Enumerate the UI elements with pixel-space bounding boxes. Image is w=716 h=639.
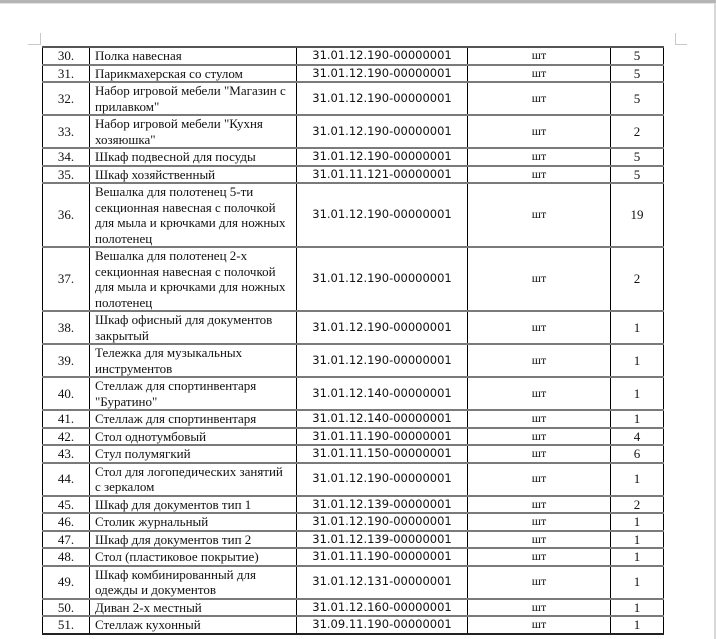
okpd-code-cell: 31.01.12.139-00000001	[297, 531, 468, 549]
row-number-cell: 33.	[43, 115, 90, 148]
unit-cell: шт	[468, 377, 611, 410]
quantity-cell: 1	[611, 566, 664, 599]
item-name-cell: Диван 2-х местный	[90, 599, 297, 617]
row-number-cell: 45.	[43, 496, 90, 514]
unit-cell: шт	[468, 531, 611, 549]
item-name-cell: Шкаф хозяйственный	[90, 166, 297, 184]
okpd-code-cell: 31.01.12.190-00000001	[297, 463, 468, 496]
table-row	[43, 548, 664, 566]
row-number-cell: 34.	[43, 148, 90, 166]
quantity-cell: 5	[611, 65, 664, 83]
unit-cell: шт	[468, 247, 611, 311]
unit-cell: шт	[468, 183, 611, 247]
row-number-cell: 50.	[43, 599, 90, 617]
unit-cell: шт	[468, 166, 611, 184]
row-number-cell: 46.	[43, 513, 90, 531]
okpd-code-cell: 31.01.12.131-00000001	[297, 566, 468, 599]
table-row	[43, 166, 664, 184]
crop-mark-top-left	[40, 33, 41, 45]
item-name-cell: Шкаф подвесной для посуды	[90, 148, 297, 166]
quantity-cell: 5	[611, 82, 664, 115]
okpd-code-cell: 31.01.11.121-00000001	[297, 166, 468, 184]
item-name-cell: Парикмахерская со стулом	[90, 65, 297, 83]
table-row	[43, 247, 664, 311]
unit-cell: шт	[468, 513, 611, 531]
table-row	[43, 445, 664, 463]
table-row	[43, 599, 664, 617]
item-name-cell: Стул полумягкий	[90, 445, 297, 463]
crop-mark-top-right-h	[675, 44, 687, 45]
unit-cell: шт	[468, 496, 611, 514]
item-name-cell: Стеллаж для спортинвентаря "Буратино"	[90, 377, 297, 410]
row-number-cell: 37.	[43, 247, 90, 311]
item-name-cell: Шкаф комбинированный для одежды и документов	[90, 566, 297, 599]
table-row	[43, 115, 664, 148]
unit-cell: шт	[468, 65, 611, 83]
row-number-cell: 40.	[43, 377, 90, 410]
unit-cell: шт	[468, 616, 611, 634]
quantity-cell: 5	[611, 47, 664, 65]
quantity-cell: 1	[611, 463, 664, 496]
item-name-cell: Шкаф офисный для документов закрытый	[90, 311, 297, 344]
unit-cell: шт	[468, 463, 611, 496]
okpd-code-cell: 31.01.12.139-00000001	[297, 496, 468, 514]
okpd-code-cell: 31.01.12.190-00000001	[297, 148, 468, 166]
okpd-code-cell: 31.09.11.190-00000001	[297, 616, 468, 634]
item-name-cell: Шкаф для документов тип 2	[90, 531, 297, 549]
quantity-cell: 1	[611, 531, 664, 549]
quantity-cell: 2	[611, 115, 664, 148]
row-number-cell: 49.	[43, 566, 90, 599]
table-row	[43, 531, 664, 549]
crop-mark-top-left-h	[28, 44, 40, 45]
quantity-cell: 6	[611, 445, 664, 463]
okpd-code-cell: 31.01.12.140-00000001	[297, 377, 468, 410]
quantity-cell: 19	[611, 183, 664, 247]
item-name-cell: Вешалка для полотенец 5-ти секционная навесная с полочкой для мыла и крючками для ножных полотенец	[90, 183, 297, 247]
row-number-cell: 38.	[43, 311, 90, 344]
item-name-cell: Полка навесная	[90, 47, 297, 65]
unit-cell: шт	[468, 115, 611, 148]
row-number-cell: 51.	[43, 616, 90, 634]
item-name-cell: Стеллаж для спортинвентаря	[90, 410, 297, 428]
row-number-cell: 47.	[43, 531, 90, 549]
row-number-cell: 48.	[43, 548, 90, 566]
table-row	[43, 344, 664, 377]
table-row	[43, 496, 664, 514]
table-row	[43, 148, 664, 166]
table-row	[43, 82, 664, 115]
okpd-code-cell: 31.01.12.190-00000001	[297, 65, 468, 83]
quantity-cell: 2	[611, 247, 664, 311]
okpd-code-cell: 31.01.12.160-00000001	[297, 599, 468, 617]
quantity-cell: 5	[611, 148, 664, 166]
item-name-cell: Стол однотумбовый	[90, 428, 297, 446]
unit-cell: шт	[468, 445, 611, 463]
okpd-code-cell: 31.01.11.190-00000001	[297, 548, 468, 566]
item-name-cell: Набор игровой мебели "Магазин с прилавком"	[90, 82, 297, 115]
quantity-cell: 1	[611, 410, 664, 428]
quantity-cell: 1	[611, 513, 664, 531]
row-number-cell: 30.	[43, 47, 90, 65]
okpd-code-cell: 31.01.12.190-00000001	[297, 247, 468, 311]
table-row	[43, 566, 664, 599]
table-row	[43, 311, 664, 344]
row-number-cell: 41.	[43, 410, 90, 428]
okpd-code-cell: 31.01.12.190-00000001	[297, 183, 468, 247]
item-name-cell: Набор игровой мебели "Кухня хозяюшка"	[90, 115, 297, 148]
quantity-cell: 1	[611, 344, 664, 377]
row-number-cell: 39.	[43, 344, 90, 377]
row-number-cell: 36.	[43, 183, 90, 247]
quantity-cell: 1	[611, 599, 664, 617]
unit-cell: шт	[468, 148, 611, 166]
table-row	[43, 47, 664, 65]
okpd-code-cell: 31.01.11.190-00000001	[297, 428, 468, 446]
item-name-cell: Тележка для музыкальных инструментов	[90, 344, 297, 377]
unit-cell: шт	[468, 410, 611, 428]
okpd-code-cell: 31.01.11.150-00000001	[297, 445, 468, 463]
okpd-code-cell: 31.01.12.190-00000001	[297, 344, 468, 377]
row-number-cell: 42.	[43, 428, 90, 446]
table-row	[43, 463, 664, 496]
unit-cell: шт	[468, 344, 611, 377]
item-name-cell: Стол для логопедических занятий с зеркалом	[90, 463, 297, 496]
table-row	[43, 410, 664, 428]
row-number-cell: 44.	[43, 463, 90, 496]
table-row	[43, 65, 664, 83]
unit-cell: шт	[468, 47, 611, 65]
quantity-cell: 1	[611, 616, 664, 634]
okpd-code-cell: 31.01.12.190-00000001	[297, 82, 468, 115]
table-row	[43, 616, 664, 634]
row-number-cell: 43.	[43, 445, 90, 463]
quantity-cell: 2	[611, 496, 664, 514]
window-top-edge-inner	[0, 3, 716, 4]
quantity-cell: 1	[611, 548, 664, 566]
table-row	[43, 377, 664, 410]
row-number-cell: 32.	[43, 82, 90, 115]
item-name-cell: Столик журнальный	[90, 513, 297, 531]
quantity-cell: 5	[611, 166, 664, 184]
okpd-code-cell: 31.01.12.190-00000001	[297, 115, 468, 148]
table-row	[43, 513, 664, 531]
okpd-code-cell: 31.01.12.190-00000001	[297, 513, 468, 531]
quantity-cell: 4	[611, 428, 664, 446]
item-name-cell: Стол (пластиковое покрытие)	[90, 548, 297, 566]
unit-cell: шт	[468, 599, 611, 617]
table-row	[43, 183, 664, 247]
quantity-cell: 1	[611, 377, 664, 410]
item-name-cell: Вешалка для полотенец 2-х секционная навесная с полочкой для мыла и крючками для ножных полотенец	[90, 247, 297, 311]
inventory-table-body	[43, 47, 664, 634]
item-name-cell: Шкаф для документов тип 1	[90, 496, 297, 514]
item-name-cell: Стеллаж кухонный	[90, 616, 297, 634]
unit-cell: шт	[468, 82, 611, 115]
unit-cell: шт	[468, 548, 611, 566]
quantity-cell: 1	[611, 311, 664, 344]
okpd-code-cell: 31.01.12.190-00000001	[297, 311, 468, 344]
okpd-code-cell: 31.01.12.190-00000001	[297, 47, 468, 65]
row-number-cell: 31.	[43, 65, 90, 83]
okpd-code-cell: 31.01.12.140-00000001	[297, 410, 468, 428]
unit-cell: шт	[468, 311, 611, 344]
unit-cell: шт	[468, 566, 611, 599]
unit-cell: шт	[468, 428, 611, 446]
inventory-table	[42, 46, 664, 635]
row-number-cell: 35.	[43, 166, 90, 184]
table-row	[43, 428, 664, 446]
